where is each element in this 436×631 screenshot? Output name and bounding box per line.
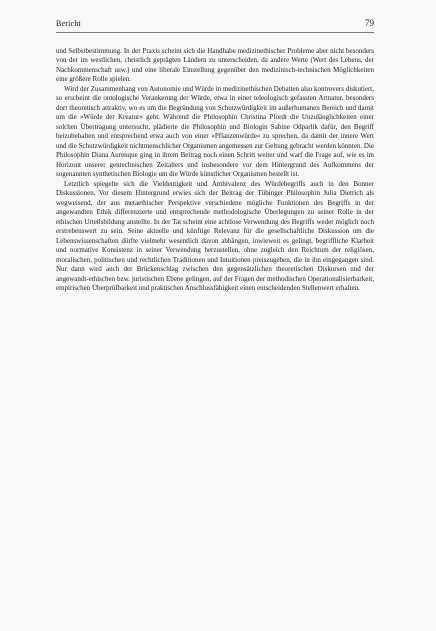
paragraph: Letztlich spiegelte sich die Vieldeutigkeit und Ambivalenz des Würdebegriffs auch in den Bonner Diskussionen. Vor diesem Hintergrund erwies sich der Beitrag der Tübinger Philosophin Julia Dietrich als wegweisend, der aus metaethischer Perspektive verschiedene mögliche Funktionen des Begriffs in der angewandten Ethik differenzierte und entsprechende methodologische Überlegungen zu seiner Rolle in der ethischen Urteilsbildung anstellte. In der Tat scheint eine achtlose Verwendung des Begriffs weder möglich noch erstrebenswert zu sein. Seine aktuelle und künftige Relevanz für die gesellschaftliche Diskussion um die Lebenswissenschaften dürfte vielmehr wesentlich davon abhängen, inwieweit es gelingt, begriffliche Klarheit und normative Konsistenz in seiner Verwendung herzustellen, ohne zugleich den Reichtum der religiösen, moralischen, politischen und rechtlichen Traditionen und Intuitionen preiszugeben, die in ihn eingegangen sind. Nur dann wird auch der Brückenschlag zwischen den gegensätzlichen theoretischen Diskursen und der angewandt-ethischen bzw. juristischen Ebene gelingen, auf der Fragen der methodischen Operationalisierbarkeit, empirischen Überprüfbarkeit und praktischen Anschlussfähigkeit einen entscheidenden Stellenwert erhalten.	[56, 179, 374, 293]
paragraph: Wird der Zusammenhang von Autonomie und Würde in medizinethischen Debatten also kontrovers diskutiert, so erscheint die ontologische Verankerung der Würde, etwa in einer teleologisch gefassten Artnatur, besonders dort theoretisch attraktiv, wo es um die Begründung von Schutzwürdigkeit im außerhumanen Bereich und damit um die »Würde der Kreatur« geht. Während die Philosophin Christina Pfordt die Unzulänglichkeiten einer solchen Übertragung untersucht, plädierte die Philosophin und Biologin Sabine Odparlik dafür, den Begriff beizubehalten und entsprechend etwa auch von einer »Pflanzenwürde« zu sprechen, da damit der innere Wert und die Schutzwürdigkeit nichtmenschlicher Organismen angemessen zur Geltung gebracht werden könnten. Die Philosophin Diana Aurenque ging in ihrem Beitrag noch einen Schritt weiter und warf die Frage auf, wie es im Horizont unserer gentechnischen Zeitalters und insbesondere vor dem Hintergrund des Aufkommens der sogenannten synthetischen Biologie um die Würde künstlicher Organismen bestellt ist.	[56, 84, 374, 179]
running-head: Bericht	[56, 19, 81, 28]
page-number: 79	[365, 18, 374, 28]
paragraph: und Selbstbestimmung. In der Praxis scheint sich die Handhabe medizinethischer Probleme aber nicht besonders von der im westlichen, christlich geprägten Ländern zu unterscheiden, da andere Werte (Wert des Lebens, der Nachkommenschaft usw.) und eine liberale Einstellung gegenüber den medizinisch-technischen Möglichkeiten eine größere Rolle spielen.	[56, 47, 374, 84]
body-text	[56, 47, 374, 294]
page-header	[56, 18, 374, 33]
